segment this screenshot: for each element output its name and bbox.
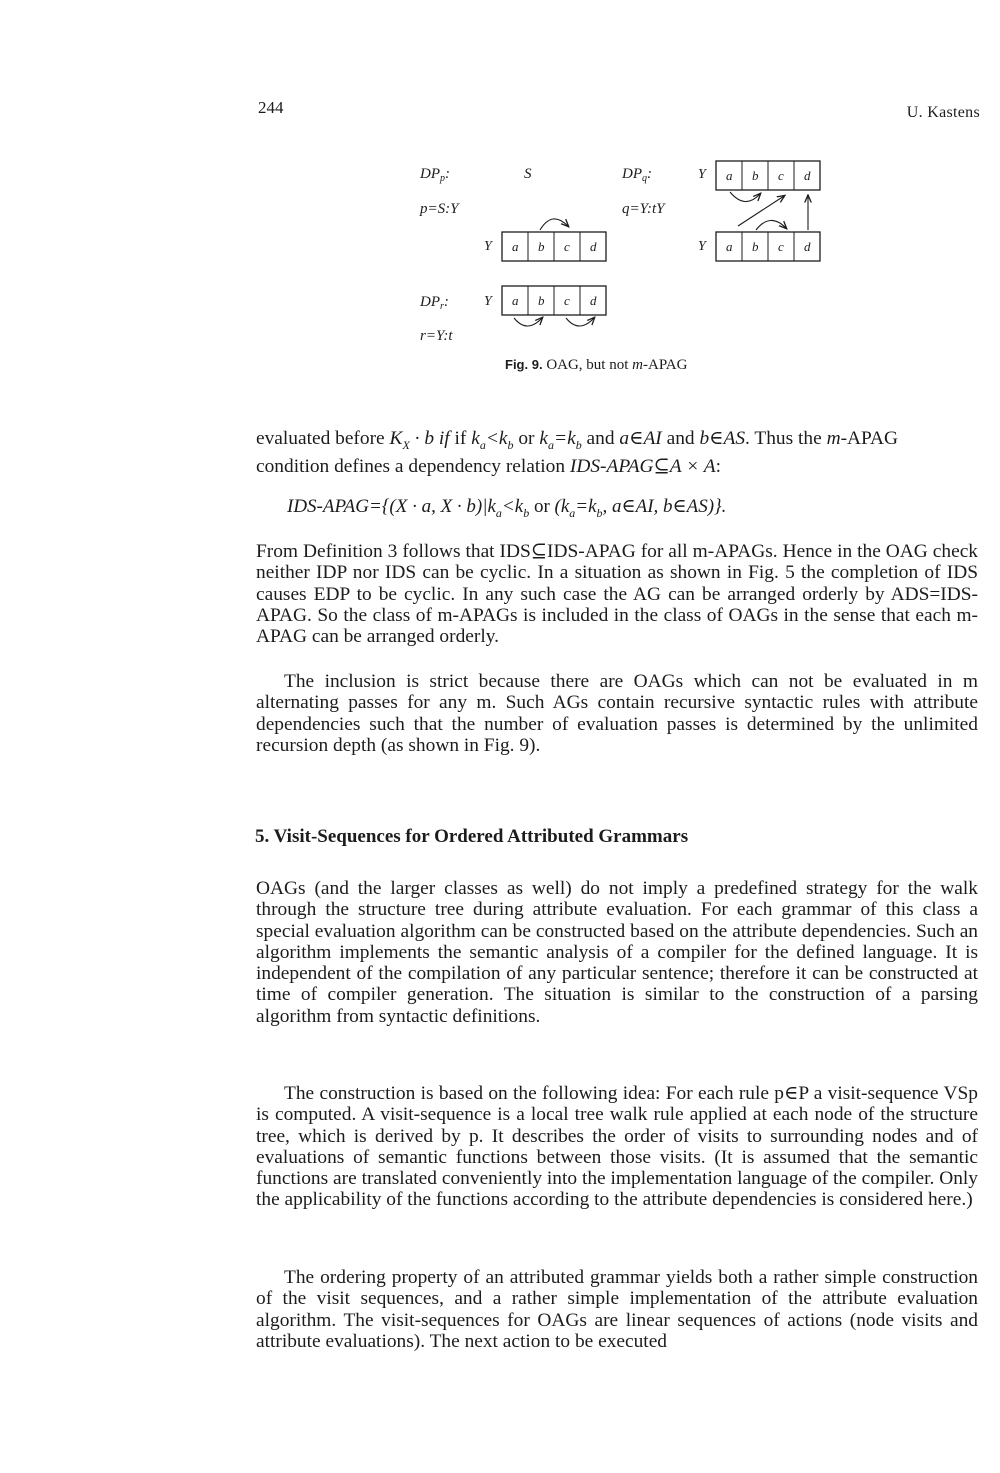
running-head-author: U. Kastens	[906, 104, 980, 121]
paragraph-4: OAGs (and the larger classes as well) do not imply a predefined strategy for the walk through the structure tree during attribute evaluation. For each grammar of this class a special evaluation algorithm can be constructed based on the attribute dependencies. Such an algorithm implements the semantic analysis of a compiler for the defined language. It is independent of the compilation of any particular sentence; therefore it can be constructed at time of compiler generation. The situation is similar to the construction of a parsing algorithm from syntactic definitions.	[256, 878, 978, 1027]
paragraph-5: The construction is based on the following idea: For each rule p∈P a visit-sequence VSp is computed. A visit-sequence is a local tree walk rule applied at each node of the structure tree, which is derived by p. It describes the order of visits to surrounding nodes and of evaluations of semantic functions between those visits. (It is assumed that the semantic functions are translated conveniently into the implementation language of the compiler. Only the applicability of the functions according to the attribute dependencies is considered here.)	[256, 1083, 978, 1211]
attr-d: d	[804, 168, 811, 183]
attr-b: b	[752, 239, 759, 254]
attr-d: d	[804, 239, 811, 254]
attr-c: c	[778, 239, 784, 254]
dp-r-label: $DP_r$:	[420, 294, 449, 312]
attribute-box-p	[502, 232, 606, 261]
attr-a: a	[512, 293, 519, 308]
dependency-arrow-p	[540, 219, 568, 230]
page-number: 244	[258, 98, 284, 117]
paragraph-2: From Definition 3 follows that IDS⊆IDS-APAG for all m-APAGs. Hence in the OAG check neither IDP nor IDS can be cyclic. In a situation as shown in Fig. 5 the completion of IDS causes EDP to be cyclic. In any such case the AG can be arranged orderly by ADS=IDS-APAG. So the class of m-APAGs is included in the class of OAGs in the sense that each m-APAG can be arranged orderly.	[256, 541, 978, 648]
dp-q-label: $DP_q$:	[622, 166, 652, 184]
figure-9	[0, 0, 1000, 400]
ids-apag-formula: IDS-APAG={(X · a, $X \cdot b)|k_a<k_b$ or ($k_a=k_b$, a∈AI, b∈AS)}.	[287, 496, 727, 520]
attr-c: c	[564, 293, 570, 308]
attribute-box-q-top	[716, 161, 820, 190]
caption-text-1: OAG, but not	[546, 357, 633, 373]
attr-d: d	[590, 293, 597, 308]
caption-italic: m	[632, 357, 643, 373]
dp-q-rule: q=Y:tY	[622, 201, 665, 217]
attr-b: b	[538, 239, 545, 254]
figure-caption	[505, 357, 687, 374]
attr-a: a	[512, 239, 519, 254]
dependency-arrow-q-top	[730, 192, 760, 202]
attr-c: c	[778, 168, 784, 183]
s-label: S	[524, 166, 532, 182]
attribute-box-r	[502, 286, 606, 315]
attribute-box-q-bottom	[716, 232, 820, 261]
attr-d: d	[590, 239, 597, 254]
attr-a: a	[726, 168, 733, 183]
dependency-arrow-r-left	[514, 318, 542, 326]
caption-text-2: -APAG	[643, 357, 688, 373]
paragraph-3: The inclusion is strict because there are OAGs which can not be evaluated in m alternating passes for any m. Such AGs contain recursive syntactic rules with attribute dependencies such that the number of evaluation passes is determined by the unlimited recursion depth (as shown in Fig. 9).	[256, 671, 978, 756]
y-label-q-top: Y	[698, 167, 706, 182]
paragraph-1: evaluated before $K_X \cdot b$ if if $k_a<k_b$ or $k_a=k_b$ and a∈AI and b∈AS. Thus the m-APAG condition defines a dependency relation IDS-APAG⊆A × A:	[256, 428, 899, 478]
dependency-arrow-r-right	[566, 318, 594, 326]
dp-p-label: $DP_p$:	[420, 166, 450, 184]
caption-number: Fig. 9.	[505, 357, 543, 372]
y-label-r: Y	[484, 294, 492, 309]
dp-p-rule: p=S:Y	[420, 201, 459, 217]
y-label-q-bottom: Y	[698, 239, 706, 254]
dp-r-rule: r=Y:t	[420, 328, 453, 344]
dependency-arrow-q-bottom	[756, 220, 786, 230]
figure-9-diagram	[0, 0, 1000, 400]
section-heading: 5. Visit-Sequences for Ordered Attributed Grammars	[255, 826, 689, 847]
attr-c: c	[564, 239, 570, 254]
attr-b: b	[538, 293, 545, 308]
paragraph-6: The ordering property of an attributed grammar yields both a rather simple construction of the visit sequences, and a rather simple implementation of the attribute evaluation algorithm. The visit-sequences for OAGs are linear sequences of actions (node visits and attribute evaluations). The next action to be executed	[256, 1267, 978, 1352]
y-label-p: Y	[484, 239, 492, 254]
attr-a: a	[726, 239, 733, 254]
attr-b: b	[752, 168, 759, 183]
